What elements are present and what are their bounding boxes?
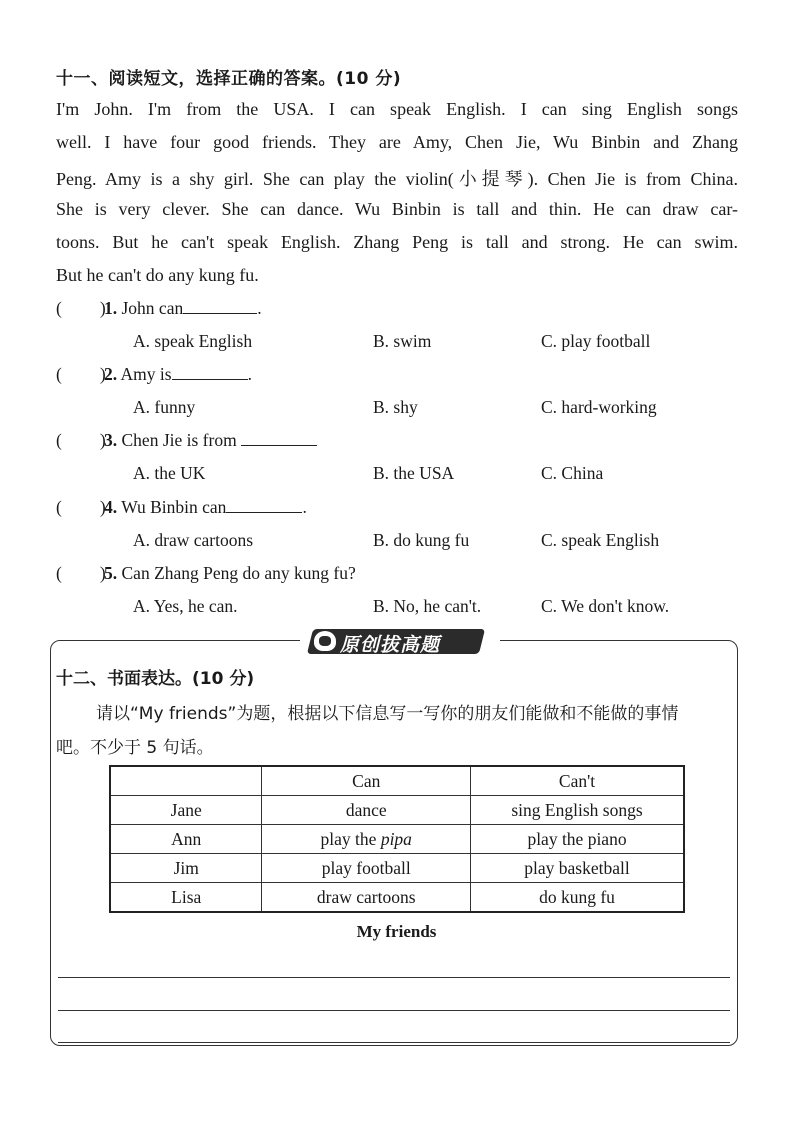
question-number: 2. xyxy=(104,364,118,384)
question-5 xyxy=(56,563,356,584)
question-number: 5. xyxy=(104,563,118,583)
answer-paren[interactable]: ( ) xyxy=(56,497,106,517)
option-b[interactable]: B. shy xyxy=(373,397,418,417)
can-cell: dance xyxy=(262,796,471,825)
mascot-icon xyxy=(314,631,336,651)
option-b[interactable]: B. the USA xyxy=(373,463,455,483)
question-stem: Amy is xyxy=(120,364,172,384)
option-a[interactable]: A. draw cartoons xyxy=(133,530,254,550)
passage-line: well. I have four good friends. They are Amy, Chen Jie, Wu Binbin and Zhang xyxy=(56,132,738,152)
option-a[interactable]: A. funny xyxy=(133,397,196,417)
instruction-line: 请以“My friends”为题，根据以下信息写一写你的朋友们能做和不能做的事情 xyxy=(96,704,679,724)
answer-blank[interactable] xyxy=(226,498,302,513)
can-cell: play football xyxy=(262,854,471,883)
name-cell: Jane xyxy=(110,796,262,825)
table-header-cant: Can't xyxy=(471,766,684,796)
table-header-row xyxy=(110,766,684,796)
option-c[interactable]: C. We don't know. xyxy=(541,596,670,616)
table-row xyxy=(110,796,684,825)
question-1: ( )1. John can . xyxy=(56,298,262,318)
name-cell: Jim xyxy=(110,854,262,883)
table-header-can: Can xyxy=(262,766,471,796)
table-row xyxy=(110,825,684,854)
option-c[interactable]: C. hard-working xyxy=(541,397,657,417)
passage-line: I'm John. I'm from the USA. I can speak English. I can sing English songs xyxy=(56,99,738,119)
cant-cell: sing English songs xyxy=(471,796,684,825)
passage-line: toons. But he can't speak English. Zhang Peng is tall and strong. He can swim. xyxy=(56,232,738,252)
question-4: ( )4. Wu Binbin can . xyxy=(56,497,307,517)
passage-line: She is very clever. She can dance. Wu Binbin is tall and thin. He can draw car- xyxy=(56,199,738,219)
passage-line: Peng. Amy is a shy girl. She can play the violin(小提琴). Chen Jie is from China. xyxy=(56,169,738,189)
question-stem: John can xyxy=(121,298,184,318)
can-cell: draw cartoons xyxy=(262,883,471,913)
can-cell: play the pipa xyxy=(262,825,471,854)
passage-line: But he can't do any kung fu. xyxy=(56,265,259,285)
option-c[interactable]: C. China xyxy=(541,463,604,483)
name-cell: Lisa xyxy=(110,883,262,913)
cant-cell: play the piano xyxy=(471,825,684,854)
name-cell: Ann xyxy=(110,825,262,854)
writing-line[interactable] xyxy=(58,977,730,978)
option-a[interactable]: A. speak English xyxy=(133,331,253,351)
answer-paren[interactable]: ( ) xyxy=(56,430,106,450)
question-stem: Can Zhang Peng do any kung fu? xyxy=(121,563,356,583)
table-header-cell xyxy=(110,766,262,796)
option-b[interactable]: B. swim xyxy=(373,331,432,351)
instruction-line: 吧。不少于 5 句话。 xyxy=(56,738,214,758)
answer-blank[interactable] xyxy=(172,365,248,380)
writing-title: My friends xyxy=(356,922,437,941)
option-c[interactable]: C. speak English xyxy=(541,530,660,550)
option-a[interactable]: A. Yes, he can. xyxy=(133,596,238,616)
banner-label: 原创拔高题 xyxy=(340,634,441,656)
question-stem: Wu Binbin can xyxy=(121,497,227,517)
table-row xyxy=(110,854,684,883)
info-table xyxy=(109,765,685,913)
answer-paren[interactable]: ( ) xyxy=(56,563,106,583)
question-number: 1. xyxy=(104,298,118,318)
question-number: 4. xyxy=(104,497,118,517)
table-row xyxy=(110,883,684,913)
question-3 xyxy=(56,430,317,451)
option-b[interactable]: B. do kung fu xyxy=(373,530,470,550)
answer-paren[interactable]: ( ) xyxy=(56,364,106,384)
option-a[interactable]: A. the UK xyxy=(133,463,206,483)
question-2: ( )2. Amy is . xyxy=(56,364,252,384)
cant-cell: do kung fu xyxy=(471,883,684,913)
question-stem: Chen Jie is from xyxy=(121,430,242,450)
original-challenge-banner xyxy=(300,627,500,657)
section-11-title: 十一、阅读短文，选择正确的答案。(10 分) xyxy=(56,69,402,89)
cant-cell: play basketball xyxy=(471,854,684,883)
writing-line[interactable] xyxy=(58,1042,730,1043)
answer-blank[interactable] xyxy=(241,431,317,446)
option-c[interactable]: C. play football xyxy=(541,331,651,351)
writing-line[interactable] xyxy=(58,1010,730,1011)
answer-blank[interactable] xyxy=(183,299,257,314)
question-number: 3. xyxy=(104,430,118,450)
option-b[interactable]: B. No, he can't. xyxy=(373,596,482,616)
answer-paren[interactable]: ( ) xyxy=(56,298,106,318)
section-12-title: 十二、书面表达。(10 分) xyxy=(56,669,255,689)
